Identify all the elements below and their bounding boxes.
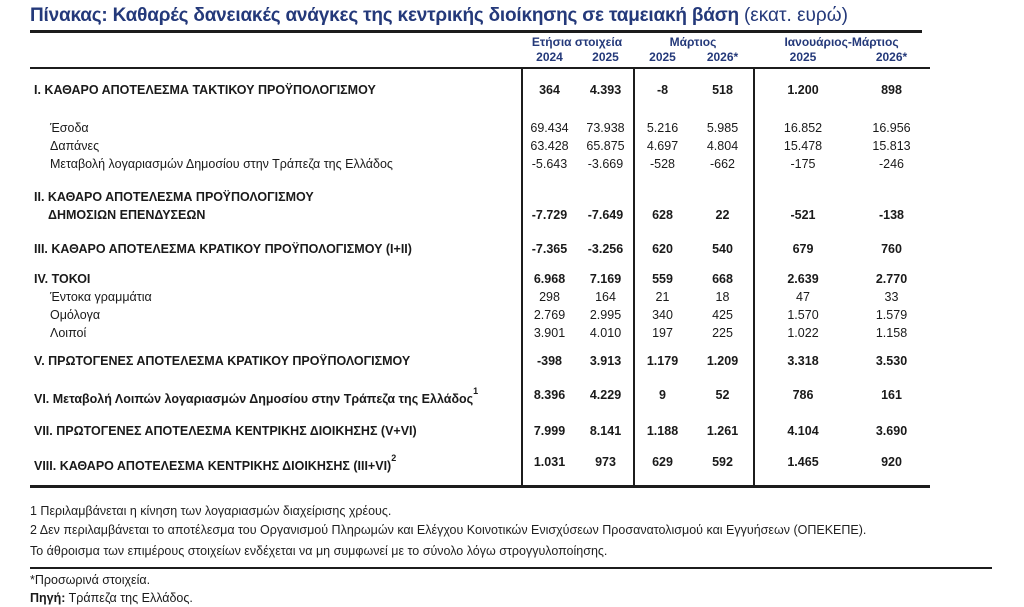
cell-annual-2024: 6.968 [533,272,566,286]
cell-march-2025: 1.188 [646,424,679,439]
row-label-text: VII. ΠΡΩΤΟΓΕΝΕΣ ΑΠΟΤΕΛΕΣΜΑ ΚΕΝΤΡΙΚΗΣ ΔΙΟΙΚΗΣΗΣ (V+VI) [34,424,417,439]
cell-janmar-2026: 1.158 [875,326,908,340]
cell-annual-2024: 8.396 [533,388,566,402]
cell-annual-2024: 364 [539,83,560,97]
row-label [30,352,521,370]
row-label-text: IV. ΤΟΚΟΙ [34,272,91,286]
row-label [30,270,521,288]
cell-janmar-2025: 1.570 [787,308,819,322]
row-label [30,119,521,137]
cell-march-2025: 340 [652,308,673,322]
cell-annual-2024: -5.643 [531,157,568,171]
cell-janmar-2025: 1.022 [787,326,819,340]
table-row [30,137,930,155]
row-label [30,240,521,258]
cell-janmar-2025: 786 [792,388,814,402]
cell-annual-2025: 7.169 [589,272,622,286]
cell-annual-2025: 4.393 [589,83,622,97]
cell-march-2025: 628 [652,208,673,222]
column-separator [633,69,635,485]
row-label-line [34,424,417,438]
title-unit: (εκατ. ευρώ) [743,5,848,26]
cell-march-2025: 629 [652,455,673,470]
cell-janmar-2025: 47 [796,290,810,304]
row-label-line [34,242,412,256]
row-label-line [50,121,89,135]
cell-annual-2024: 7.999 [533,424,566,439]
cell-janmar-2025: -521 [790,208,816,222]
cell-march-2026: 5.985 [706,121,739,135]
header-year-row [30,50,930,65]
cell-janmar-2026: 16.956 [872,121,911,135]
cell-janmar-2025: 2.639 [787,272,819,286]
cell-annual-2024: -7.729 [531,208,568,222]
cell-march-2026: 668 [712,272,733,286]
row-label-text: II. ΚΑΘΑΡΟ ΑΠΟΤΕΛΕΣΜΑ ΠΡΟΫΠΟΛΟΓΙΣΜΟΥ [34,190,314,204]
cell-annual-2025: -3.256 [587,242,624,256]
row-label-line [50,308,100,322]
table-row [30,422,930,440]
table-row [30,352,930,370]
cell-janmar-2026: 15.813 [872,139,911,153]
cell-janmar-2026: 1.579 [875,308,908,322]
cell-janmar-2026: -246 [878,157,905,171]
table-row [30,240,930,258]
cell-annual-2025: 3.913 [589,354,622,368]
footnote-2: 2 Δεν περιλαμβάνεται το αποτέλεσμα του Οργανισμού Πληρωμών και Ελέγχου Κοινοτικών Ενισχύσεων Προσανατολισμού και Εγγυήσεων (ΟΠΕΚΕΠΕ). [30,523,867,538]
cell-janmar-2026: 3.690 [875,424,908,439]
row-label-text: VIII. ΚΑΘΑΡΟ ΑΠΟΤΕΛΕΣΜΑ ΚΕΝΤΡΙΚΗΣ ΔΙΟΙΚΗΣΗΣ (III+VI) [34,459,392,474]
footnote-ref: 1 [473,386,479,396]
cell-annual-2025: 973 [595,455,616,470]
row-label-text: I. ΚΑΘΑΡΟ ΑΠΟΤΕΛΕΣΜΑ ΤΑΚΤΙΚΟΥ ΠΡΟΫΠΟΛΟΓΙΣΜΟΥ [34,83,376,97]
footnotes [30,502,992,561]
cell-annual-2024: 3.901 [533,326,566,340]
cell-march-2026: 4.804 [706,139,739,153]
cell-march-2025: 9 [659,388,666,402]
table-row [30,288,930,306]
cell-annual-2025: 164 [595,290,616,304]
cell-janmar-2025: 3.318 [787,354,819,368]
column-separator [521,69,523,485]
col-group-annual: Ετήσια στοιχεία [531,35,623,49]
row-label-text: Ομόλογα [50,308,101,322]
cell-janmar-2025: 679 [792,242,814,256]
cell-janmar-2025: 16.852 [783,121,823,135]
cell-march-2025: 5.216 [646,121,679,135]
header-spacer [30,35,521,50]
row-label-text: VI. Μεταβολή Λοιπών λογαριασμών Δημοσίου στην Τράπεζα της Ελλάδος [34,392,474,407]
row-label-text: Έσοδα [50,121,89,135]
cell-annual-2025: 65.875 [586,139,625,153]
cell-janmar-2026: 760 [881,242,902,256]
cell-annual-2025: 8.141 [589,424,622,439]
table-row [30,270,930,288]
cell-janmar-2026: 3.530 [875,354,908,368]
cell-annual-2024: -398 [536,354,563,368]
source-text: Τράπεζα της Ελλάδος. [68,590,193,605]
cell-janmar-2026: 33 [884,290,899,304]
cell-janmar-2025: 15.478 [783,139,823,153]
table-row [30,306,930,324]
cell-annual-2024: -7.365 [531,242,568,256]
row-label [30,422,521,440]
table-rows [30,81,930,475]
table-row [30,119,930,137]
cell-march-2025: 559 [652,272,673,286]
row-label-text: Έντοκα γραμμάτια [50,290,152,304]
row-label-text: V. ΠΡΩΤΟΓΕΝΕΣ ΑΠΟΤΕΛΕΣΜΑ ΚΡΑΤΙΚΟΥ ΠΡΟΫΠΟΛΟΓΙΣΜΟΥ [34,354,411,368]
cell-march-2026: 52 [715,388,730,402]
cell-march-2025: -8 [656,83,669,97]
header-group-row [30,35,930,50]
cell-janmar-2025: -175 [790,157,816,171]
cell-march-2026: 18 [715,290,730,304]
table-body [30,69,930,488]
row-label-line [34,190,314,204]
footnote-rounding: Το άθροισμα των επιμέρους στοιχείων ενδέχεται να μη συμφωνεί με το σύνολο λόγω στρογγυλοποίησης. [30,544,608,559]
cell-march-2025: 21 [655,290,670,304]
col-year-annual-2024: 2024 [536,50,563,64]
cell-annual-2025: -3.669 [587,157,624,171]
table-row [30,81,930,99]
cell-janmar-2026: -138 [878,208,905,222]
row-label-text: Δαπάνες [50,139,100,153]
cell-annual-2025: -7.649 [587,208,624,222]
row-label-line [34,453,397,474]
cell-janmar-2026: 920 [881,455,902,470]
cell-march-2026: 540 [712,242,733,256]
row-label-line [34,272,90,286]
cell-march-2026: 1.209 [706,354,739,368]
provisional-note: *Προσωρινά στοιχεία. [30,573,151,588]
cell-march-2025: 197 [652,326,673,340]
column-separator [753,69,755,485]
cell-annual-2024: 298 [539,290,560,304]
cell-janmar-2025: 1.465 [787,455,819,470]
cell-march-2025: -528 [649,157,676,171]
cell-janmar-2026: 2.770 [875,272,908,286]
col-year-janmar-2026: 2026* [875,50,908,64]
table-row [30,188,930,224]
cell-annual-2024: 63.428 [530,139,569,153]
cell-annual-2024: 2.769 [533,308,566,322]
title-text: Πίνακας: Καθαρές δανειακές ανάγκες της κεντρικής διοίκησης σε ταμειακή βάση [30,5,739,26]
cell-march-2025: 4.697 [646,139,679,153]
row-label-text: Λοιποί [50,326,87,340]
cell-march-2025: 620 [652,242,673,256]
row-label [30,81,521,99]
cell-march-2026: 22 [715,208,730,222]
row-label-text: III. ΚΑΘΑΡΟ ΑΠΟΤΕΛΕΣΜΑ ΚΡΑΤΙΚΟΥ ΠΡΟΫΠΟΛΟΓΙΣΜΟΥ (I+II) [34,242,412,256]
cell-annual-2025: 4.229 [589,388,622,402]
cell-janmar-2026: 161 [881,388,902,402]
document-title [30,5,922,33]
row-label-text: Μεταβολή λογαριασμών Δημοσίου στην Τράπεζα της Ελλάδος [50,157,393,171]
row-label [30,137,521,155]
header-spacer [30,50,521,65]
row-label-line [50,139,99,153]
row-label-line2: ΔΗΜΟΣΙΩΝ ΕΠΕΝΔΥΣΕΩΝ [48,208,206,222]
row-label [30,306,521,324]
bottom-notes [30,572,1024,607]
col-year-march-2025: 2025 [649,50,676,64]
cell-march-2026: 592 [712,455,733,470]
row-label-line [50,290,152,304]
col-year-janmar-2025: 2025 [789,50,817,64]
row-label [30,386,521,408]
row-label-line [50,326,86,340]
col-year-annual-2025: 2025 [592,50,619,64]
cell-janmar-2026: 898 [881,83,902,97]
cell-march-2026: 225 [712,326,733,340]
cell-march-2026: 1.261 [706,424,739,439]
source-label: Πηγή: [30,590,66,605]
table-row [30,453,930,475]
cell-annual-2024: 69.434 [530,121,569,135]
row-label [30,288,521,306]
cell-janmar-2025: 4.104 [787,424,819,439]
table-row [30,155,930,173]
footer-separator [30,567,992,569]
cell-march-2026: -662 [709,157,736,171]
row-label [30,188,521,224]
row-label [30,324,521,342]
row-label-line [34,354,410,368]
cell-janmar-2025: 1.200 [787,83,819,97]
row-label [30,155,521,173]
cell-annual-2025: 73.938 [586,121,625,135]
col-year-march-2026: 2026* [706,50,739,64]
cell-annual-2024: 1.031 [533,455,566,470]
footnote-1: 1 Περιλαμβάνεται η κίνηση των λογαριασμών διαχείρισης χρέους. [30,504,392,519]
col-group-march: Μάρτιος [669,35,717,49]
cell-march-2026: 518 [712,83,733,97]
row-label [30,453,521,475]
table-row [30,386,930,408]
table-row [30,324,930,342]
row-label-line [34,83,376,97]
col-group-jan-march: Ιανουάριος-Μάρτιος [784,35,899,49]
cell-annual-2025: 4.010 [589,326,622,340]
cell-march-2025: 1.179 [646,354,679,368]
cell-march-2026: 425 [712,308,733,322]
row-label-line [34,386,479,407]
source-line [30,590,1024,607]
cell-annual-2025: 2.995 [589,308,622,322]
row-label-line [50,157,393,171]
footnote-ref: 2 [391,453,397,464]
table-header [30,35,930,69]
